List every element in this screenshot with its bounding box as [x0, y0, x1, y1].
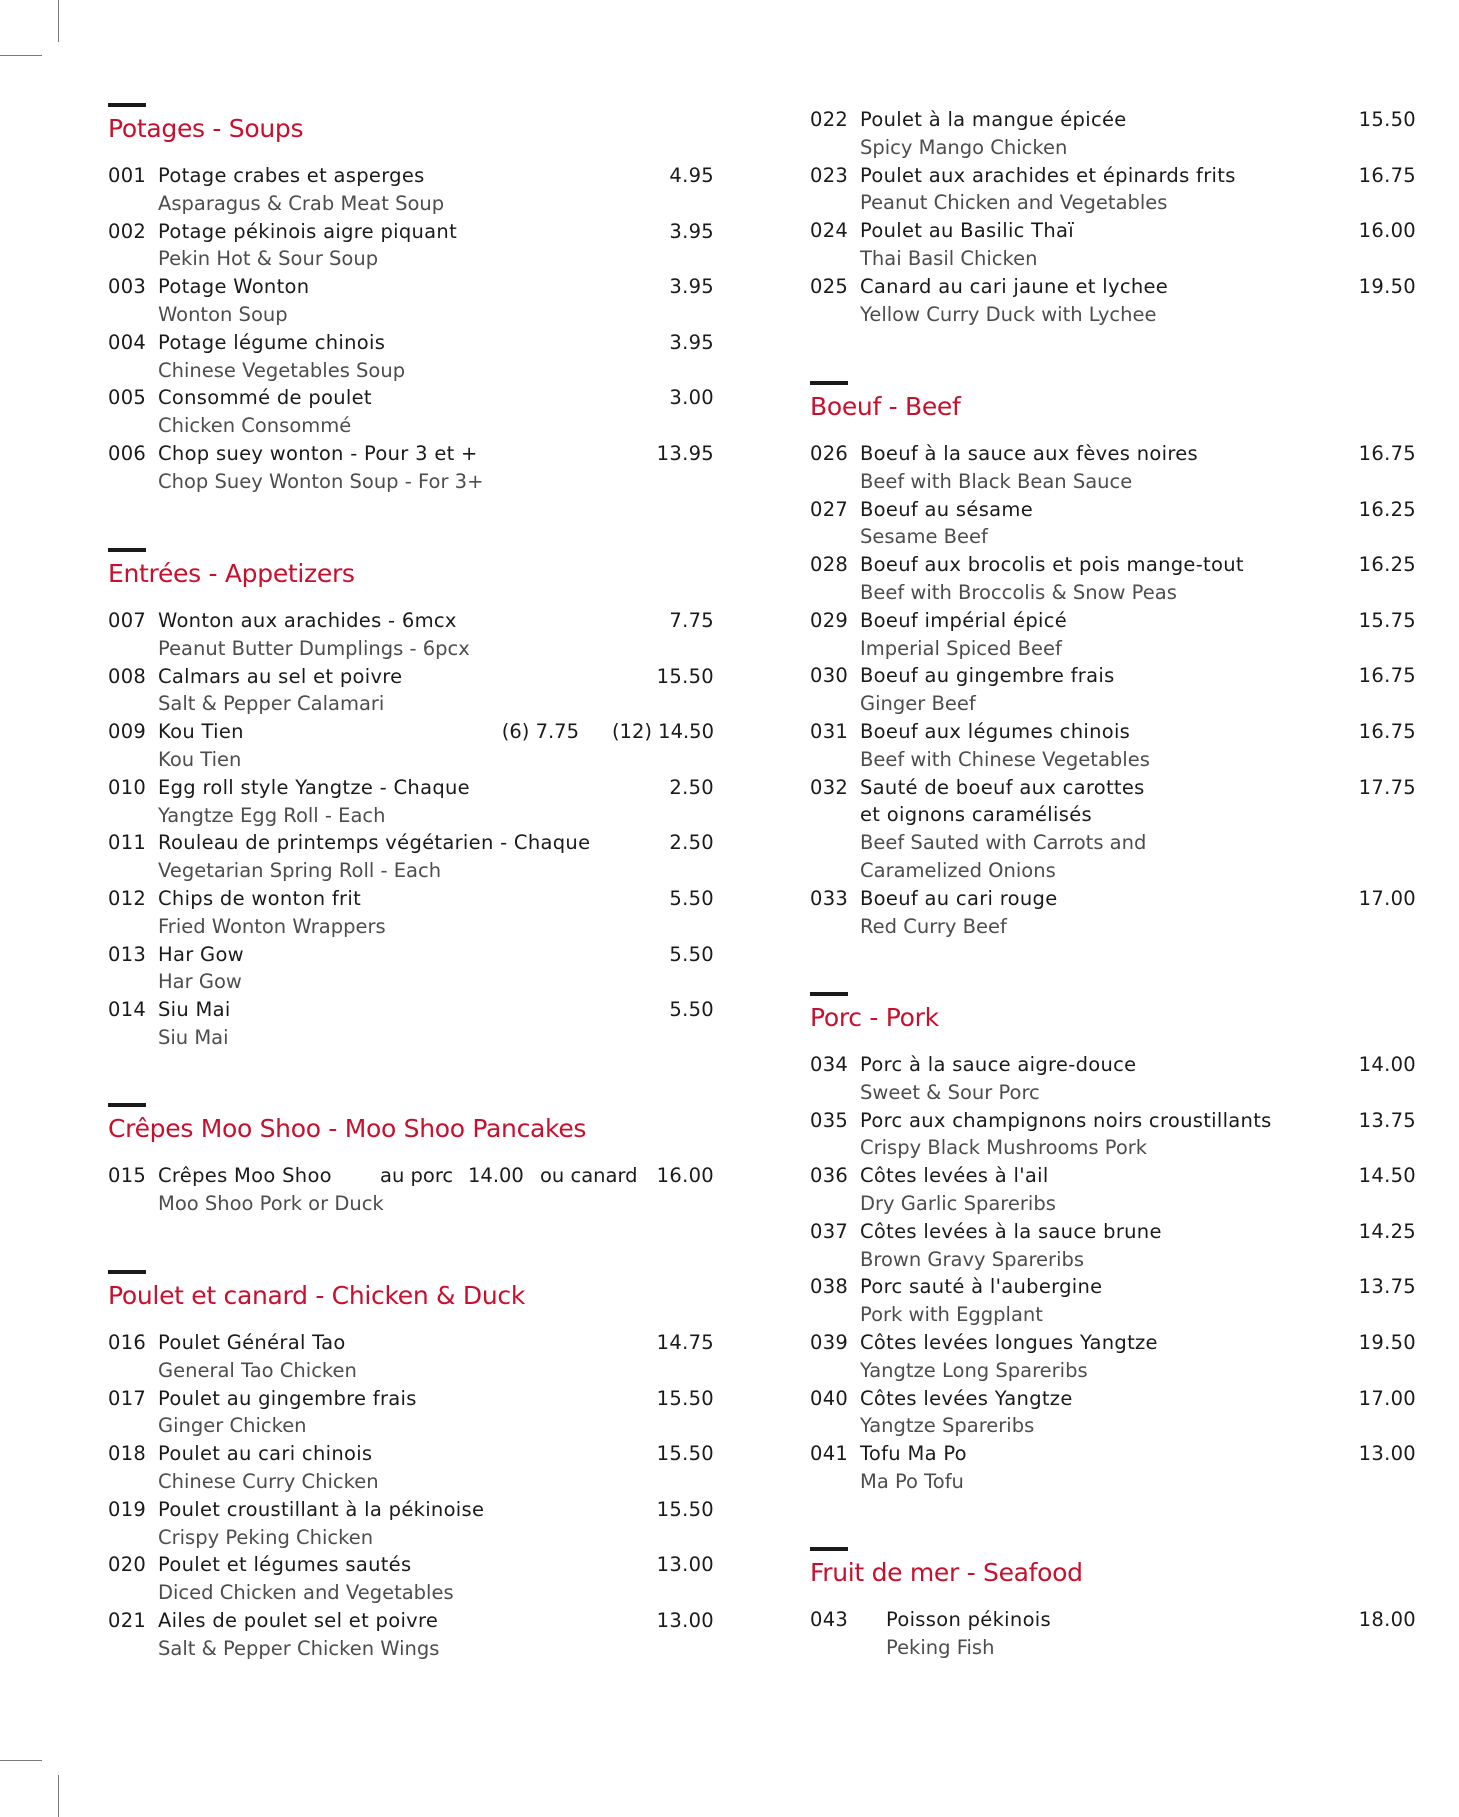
item-name-fr: Sauté de boeuf aux carottes: [860, 775, 1145, 799]
item-name-fr: Har Gow: [158, 942, 244, 966]
item-name-fr: Boeuf au cari rouge: [860, 886, 1058, 910]
item-name-fr: Côtes levées longues Yangtze: [860, 1331, 1158, 1354]
item-name-fr: Boeuf aux légumes chinois: [860, 720, 1131, 743]
item-name-en: Yangtze Egg Roll - Each: [158, 803, 386, 827]
item-price: 13.95: [656, 442, 714, 465]
item-number: 008: [108, 664, 147, 688]
item-name-en: Yangtze Long Spareribs: [860, 1358, 1088, 1382]
item-name-fr: Chips de wonton frit: [158, 887, 362, 910]
item-price: 15.50: [656, 1386, 714, 1410]
item-name-en: Vegetarian Spring Roll - Each: [158, 859, 442, 883]
item-name-en: Salt & Pepper Chicken Wings: [158, 1636, 440, 1660]
item-price: 15.50: [656, 1497, 714, 1521]
item-name-fr: Boeuf à la sauce aux fèves noires: [860, 442, 1198, 465]
item-price: 2.50: [669, 775, 714, 799]
section-divider-bar: [108, 548, 146, 552]
item-price: 16.25: [1358, 497, 1416, 521]
item-name-en: Yangtze Spareribs: [860, 1414, 1035, 1438]
item-price: 17.75: [1358, 775, 1416, 799]
item-price: 5.50: [669, 998, 714, 1022]
item-name-fr: Boeuf au gingembre frais: [860, 664, 1115, 688]
item-name-fr: Poulet à la mangue épicée: [860, 108, 1127, 131]
item-price-12pcs: (12) 14.50: [611, 720, 714, 744]
item-number: 001: [108, 164, 147, 187]
item-name-en: Crispy Peking Chicken: [158, 1525, 374, 1549]
item-name-en: Thai Basil Chicken: [860, 246, 1038, 270]
item-price: 14.25: [1358, 1219, 1416, 1243]
item-price: 14.00: [1358, 1053, 1416, 1076]
item-number: 026: [810, 442, 849, 465]
item-price: 13.75: [1358, 1108, 1416, 1132]
item-name-en: Beef with Chinese Vegetables: [860, 747, 1150, 771]
item-name-fr: Porc aux champignons noirs croustillants: [860, 1108, 1272, 1132]
item-name-en: Red Curry Beef: [860, 914, 1007, 938]
section-title: Porc - Pork: [810, 1003, 939, 1032]
item-name-en-cont: Caramelized Onions: [860, 858, 1056, 882]
item-name-en: Ma Po Tofu: [860, 1469, 964, 1493]
item-price: 16.75: [1358, 163, 1416, 187]
item-name-fr: Rouleau de printemps végétarien - Chaque: [158, 831, 591, 855]
item-name-en: Yellow Curry Duck with Lychee: [860, 302, 1157, 326]
item-number: 024: [810, 219, 849, 243]
item-name-fr: Crêpes Moo Shoo: [158, 1164, 332, 1187]
item-price: 19.50: [1358, 274, 1416, 298]
crop-mark-top-vertical: [58, 0, 59, 42]
item-name-fr: Potage légume chinois: [158, 330, 386, 354]
item-number: 022: [810, 108, 849, 131]
item-name-en: Spicy Mango Chicken: [860, 135, 1068, 159]
item-price-6pcs: (6) 7.75: [501, 720, 579, 744]
item-number: 014: [108, 998, 147, 1022]
item-number: 021: [108, 1609, 147, 1632]
item-name-en: Brown Gravy Spareribs: [860, 1247, 1085, 1271]
item-name-en: Imperial Spiced Beef: [860, 636, 1062, 660]
item-number: 034: [810, 1053, 849, 1076]
option-price-pork: 14.00: [468, 1164, 524, 1187]
item-name-fr: Poulet croustillant à la pékinoise: [158, 1497, 485, 1521]
item-name-en: Wonton Soup: [158, 302, 288, 326]
item-number: 033: [810, 886, 849, 910]
item-number: 040: [810, 1386, 849, 1410]
item-number: 031: [810, 720, 849, 743]
item-number: 006: [108, 442, 147, 465]
item-name-fr: Potage Wonton: [158, 275, 310, 299]
item-number: 015: [108, 1164, 147, 1187]
item-name-fr: Tofu Ma Po: [860, 1442, 967, 1466]
section-divider-bar: [108, 1270, 146, 1274]
item-name-fr: Porc à la sauce aigre-douce: [860, 1053, 1137, 1076]
item-price: 15.50: [656, 1442, 714, 1466]
item-price: 5.50: [669, 887, 714, 910]
item-name-en: Har Gow: [158, 970, 242, 994]
section-title: Entrées - Appetizers: [108, 559, 355, 588]
item-number: 018: [108, 1442, 147, 1466]
item-number: 011: [108, 831, 147, 855]
item-price: 3.95: [669, 330, 714, 354]
item-name-en: Peanut Chicken and Vegetables: [860, 191, 1168, 215]
item-price: 18.00: [1358, 1608, 1416, 1631]
item-number: 039: [810, 1331, 849, 1354]
item-name-fr: Poulet au gingembre frais: [158, 1386, 417, 1410]
item-name-fr-cont: et oignons caramélisés: [860, 803, 1092, 827]
item-name-en: Beef with Broccolis & Snow Peas: [860, 580, 1177, 604]
item-number: 010: [108, 775, 147, 799]
item-name-en: Siu Mai: [158, 1025, 229, 1049]
crop-mark-top-horizontal: [0, 55, 42, 56]
item-number: 038: [810, 1275, 849, 1299]
item-name-en: Peanut Butter Dumplings - 6pcx: [158, 636, 470, 660]
section-divider-bar: [810, 992, 848, 996]
item-name-en: Ginger Chicken: [158, 1414, 307, 1438]
item-price: 16.75: [1358, 442, 1416, 465]
item-number: 037: [810, 1219, 849, 1243]
item-name-en: Chinese Vegetables Soup: [158, 358, 406, 382]
item-name-en: Sesame Beef: [860, 525, 988, 549]
item-number: 009: [108, 720, 147, 744]
item-price: 14.50: [1358, 1164, 1416, 1188]
item-number: 013: [108, 942, 147, 966]
section-divider-bar: [108, 1103, 146, 1107]
item-name-fr: Ailes de poulet sel et poivre: [158, 1609, 439, 1632]
item-name-en: Crispy Black Mushrooms Pork: [860, 1136, 1148, 1160]
item-price: 15.50: [1358, 108, 1416, 131]
section-divider-bar: [810, 1547, 848, 1551]
item-number: 032: [810, 775, 849, 799]
item-name-en: Diced Chicken and Vegetables: [158, 1581, 454, 1605]
section-title: Poulet et canard - Chicken & Duck: [108, 1281, 525, 1310]
item-name-fr: Boeuf au sésame: [860, 497, 1033, 521]
item-number: 028: [810, 553, 849, 577]
item-name-fr: Poulet et légumes sautés: [158, 1553, 412, 1577]
item-price: 3.95: [669, 275, 714, 299]
section-divider-bar: [108, 103, 146, 107]
item-name-fr: Chop suey wonton - Pour 3 et +: [158, 442, 478, 465]
item-price: 19.50: [1358, 1331, 1416, 1354]
item-number: 043: [810, 1608, 849, 1631]
item-name-en: Pork with Eggplant: [860, 1303, 1043, 1327]
item-price: 15.50: [656, 664, 714, 688]
item-price: 16.00: [1358, 219, 1416, 243]
item-number: 027: [810, 497, 849, 521]
item-name-fr: Boeuf impérial épicé: [860, 608, 1068, 632]
item-number: 017: [108, 1386, 147, 1410]
section-title: Boeuf - Beef: [810, 392, 961, 421]
item-name-fr: Poisson pékinois: [886, 1608, 1051, 1631]
item-number: 007: [108, 609, 147, 632]
item-name-en: Peking Fish: [886, 1635, 995, 1659]
item-number: 020: [108, 1553, 147, 1577]
item-name-fr: Egg roll style Yangtze - Chaque: [158, 775, 470, 799]
item-name-en: Moo Shoo Pork or Duck: [158, 1191, 384, 1215]
item-name-en: Beef Sauted with Carrots and: [860, 831, 1147, 855]
item-name-fr: Boeuf aux brocolis et pois mange-tout: [860, 553, 1244, 577]
item-name-fr: Potage crabes et asperges: [158, 164, 425, 187]
item-name-fr: Poulet au cari chinois: [158, 1442, 373, 1466]
item-price: 17.00: [1358, 886, 1416, 910]
option-label-duck: ou canard: [540, 1164, 638, 1187]
item-name-en: Asparagus & Crab Meat Soup: [158, 191, 445, 215]
item-name-fr: Côtes levées à l'ail: [860, 1164, 1049, 1188]
section-divider-bar: [810, 381, 848, 385]
item-name-fr: Wonton aux arachides - 6mcx: [158, 609, 457, 632]
item-number: 029: [810, 608, 849, 632]
item-price: 13.00: [656, 1609, 714, 1632]
item-name-fr: Kou Tien: [158, 720, 244, 744]
item-name-en: Kou Tien: [158, 747, 242, 771]
item-number: 005: [108, 386, 147, 410]
item-name-fr: Poulet Général Tao: [158, 1331, 346, 1354]
item-number: 016: [108, 1331, 147, 1354]
item-name-en: Ginger Beef: [860, 692, 976, 716]
section-title: Potages - Soups: [108, 114, 304, 143]
item-number: 036: [810, 1164, 849, 1188]
item-number: 041: [810, 1442, 849, 1466]
item-name-fr: Côtes levées à la sauce brune: [860, 1219, 1162, 1243]
item-name-en: Chicken Consommé: [158, 414, 352, 438]
item-price: 15.75: [1358, 608, 1416, 632]
item-number: 023: [810, 163, 849, 187]
item-name-fr: Canard au cari jaune et lychee: [860, 274, 1169, 298]
item-price: 13.00: [1358, 1442, 1416, 1466]
item-price: 7.75: [669, 609, 714, 632]
section-title: Crêpes Moo Shoo - Moo Shoo Pancakes: [108, 1114, 587, 1143]
item-name-en: General Tao Chicken: [158, 1358, 357, 1382]
item-name-en: Chop Suey Wonton Soup - For 3+: [158, 469, 484, 493]
item-number: 012: [108, 887, 147, 910]
item-price: 13.75: [1358, 1275, 1416, 1299]
item-name-en: Fried Wonton Wrappers: [158, 914, 386, 938]
item-price: 3.00: [669, 386, 714, 410]
item-number: 002: [108, 219, 147, 243]
item-number: 025: [810, 274, 849, 298]
crop-mark-bottom-vertical: [58, 1775, 59, 1817]
item-name-fr: Poulet au Basilic Thaï: [860, 219, 1075, 243]
item-name-fr: Potage pékinois aigre piquant: [158, 219, 458, 243]
item-number: 035: [810, 1108, 849, 1132]
item-name-fr: Porc sauté à l'aubergine: [860, 1275, 1103, 1299]
item-name-fr: Consommé de poulet: [158, 386, 372, 410]
option-label-pork: au porc: [380, 1164, 454, 1187]
item-name-fr: Côtes levées Yangtze: [860, 1386, 1073, 1410]
item-number: 030: [810, 664, 849, 688]
item-price: 16.25: [1358, 553, 1416, 577]
item-price: 14.75: [656, 1331, 714, 1354]
item-price: 17.00: [1358, 1386, 1416, 1410]
item-name-en: Salt & Pepper Calamari: [158, 692, 385, 716]
item-price: 3.95: [669, 219, 714, 243]
item-name-en: Sweet & Sour Porc: [860, 1080, 1040, 1104]
item-name-fr: Poulet aux arachides et épinards frits: [860, 163, 1236, 187]
section-title: Fruit de mer - Seafood: [810, 1558, 1083, 1587]
item-name-fr: Calmars au sel et poivre: [158, 664, 403, 688]
item-name-fr: Siu Mai: [158, 998, 231, 1022]
item-number: 003: [108, 275, 147, 299]
item-price: 2.50: [669, 831, 714, 855]
item-price: 4.95: [669, 164, 714, 187]
item-name-en: Dry Garlic Spareribs: [860, 1191, 1056, 1215]
option-price-duck: 16.00: [656, 1164, 714, 1187]
item-price: 16.75: [1358, 664, 1416, 688]
item-name-en: Chinese Curry Chicken: [158, 1469, 379, 1493]
crop-mark-bottom-horizontal: [0, 1760, 42, 1761]
item-price: 5.50: [669, 942, 714, 966]
item-price: 16.75: [1358, 720, 1416, 743]
item-price: 13.00: [656, 1553, 714, 1577]
item-name-en: Beef with Black Bean Sauce: [860, 469, 1133, 493]
item-number: 019: [108, 1497, 147, 1521]
item-number: 004: [108, 330, 147, 354]
item-name-en: Pekin Hot & Sour Soup: [158, 247, 379, 271]
